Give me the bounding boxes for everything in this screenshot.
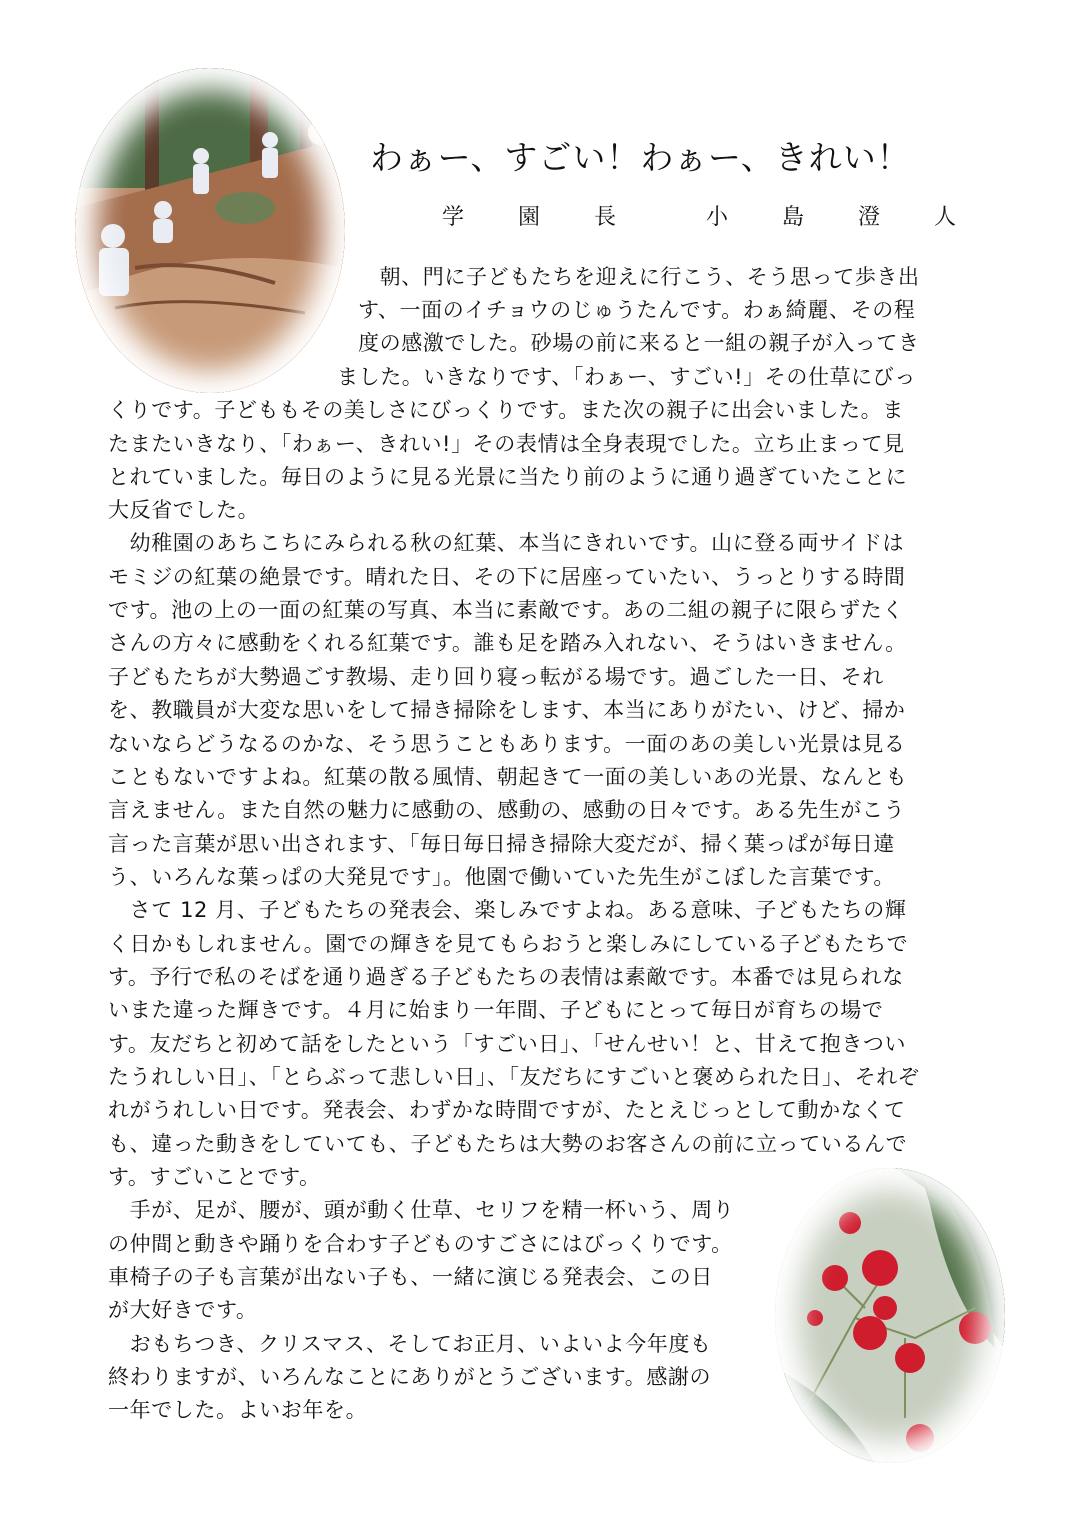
text-line: く日かもしれません。園での輝きを見てもらおうと楽しみにしている子どもたちで (108, 932, 909, 956)
text-line: 言えません。また自然の魅力に感動の、感動の、感動の日々です。ある先生がこう (108, 798, 906, 822)
text-line: も、違った動きをしていても、子どもたちは大勢のお客さんの前に立っているんで (108, 1132, 908, 1156)
author-name: 小 島 澄 人 (705, 205, 972, 230)
page-title: わぁー、すごい！わぁー、きれい！ (370, 138, 911, 177)
text-line: う、いろんな葉っぱの大発見です」。他園で働いていた先生がこぼした言葉です。 (108, 865, 896, 889)
text-line: 度の感激でした。砂場の前に来ると一組の親子が入ってき (358, 331, 920, 355)
text-line: さて 12 月、子どもたちの発表会、楽しみですよね。ある意味、子どもたちの輝 (108, 898, 907, 922)
text-line: たうれしい日」、「とらぶって悲しい日」、「友だちにすごいと褒められた日」、それぞ (108, 1065, 920, 1089)
text-line: さんの方々に感動をくれる紅葉です。誰も足を踏み入れない、そうはいきません。 (108, 631, 907, 655)
text-line: を、教職員が大変な思いをして掃き掃除をします、本当にありがたい、けど、掃か (108, 698, 906, 722)
text-line: 朝、門に子どもたちを迎えに行こう、そう思って歩き出 (358, 265, 920, 289)
text-line: す。すごいことです。 (108, 1165, 321, 1189)
text-line: モミジの紅葉の絶景です。晴れた日、その下に居座っていたい、うっとりする時間 (108, 565, 906, 589)
text-line: す、一面のイチョウのじゅうたんです。わぁ綺麗、その程 (358, 298, 916, 322)
text-line: 言った言葉が思い出されます、「毎日毎日掃き掃除大変だが、掃く葉っぱが毎日違 (108, 832, 896, 856)
text-line: 手が、足が、腰が、頭が動く仕草、セリフを精一杯いう、周り (108, 1198, 735, 1222)
text-line: 幼稚園のあちこちにみられる秋の紅葉、本当にきれいです。山に登る両サイドは (108, 531, 905, 555)
text-line: とれていました。毎日のように見る光景に当たり前のように通り過ぎていたことに (108, 465, 908, 489)
text-line: 大反省でした。 (108, 498, 260, 522)
photo-vignette (775, 1168, 1005, 1463)
text-line: たまたいきなり、「わぁー、きれい!」その表情は全身表現でした。立ち止まって見 (108, 432, 905, 456)
text-line: 子どもたちが大勢過ごす教場、走り回り寝っ転がる場です。過ごした一日、それ (108, 665, 884, 689)
text-line: れがうれしい日です。発表会、わずかな時間ですが、たとえじっとして動かなくて (108, 1098, 906, 1122)
author-line (0, 200, 972, 231)
text-line: す。友だちと初めて話をしたという「すごい日」、「せんせい！と、甘えて抱きつい (108, 1032, 907, 1056)
text-line: の仲間と動きや踊りを合わす子どものすごさにはびっくりです。 (108, 1232, 733, 1256)
text-line: 一年でした。よいお年を。 (108, 1398, 368, 1422)
text-line: が大好きです。 (108, 1298, 258, 1322)
text-line: 車椅子の子も言葉が出ない子も、一緒に演じる発表会、この日 (108, 1265, 713, 1289)
berries-photo (775, 1168, 1005, 1463)
text-line: です。池の上の一面の紅葉の写真、本当に素敵です。あの二組の親子に限らずたく (108, 598, 904, 622)
text-line: くりです。子どももその美しさにびっくりです。また次の親子に出会いました。ま (108, 398, 904, 422)
text-line: ないならどうなるのかな、そう思うこともあります。一面のあの美しい光景は見る (108, 732, 906, 756)
text-line: おもちつき、クリスマス、そしてお正月、いよいよ今年度も (108, 1332, 712, 1356)
author-role: 学 園 長 (441, 205, 632, 230)
text-line: す。予行で私のそばを通り過ぎる子どもたちの表情は素敵です。本番では見られな (108, 965, 904, 989)
text-line: いまた違った輝きです。４月に始まり一年間、子どもにとって毎日が育ちの場で (108, 998, 884, 1022)
text-line: こともないですよね。紅葉の散る風情、朝起きて一面の美しいあの光景、なんとも (108, 765, 908, 789)
text-line: 終わりますが、いろんなことにありがとうございます。感謝の (108, 1365, 712, 1389)
text-line: ました。いきなりです、「わぁー、すごい!」その仕草にびっ (337, 365, 916, 389)
